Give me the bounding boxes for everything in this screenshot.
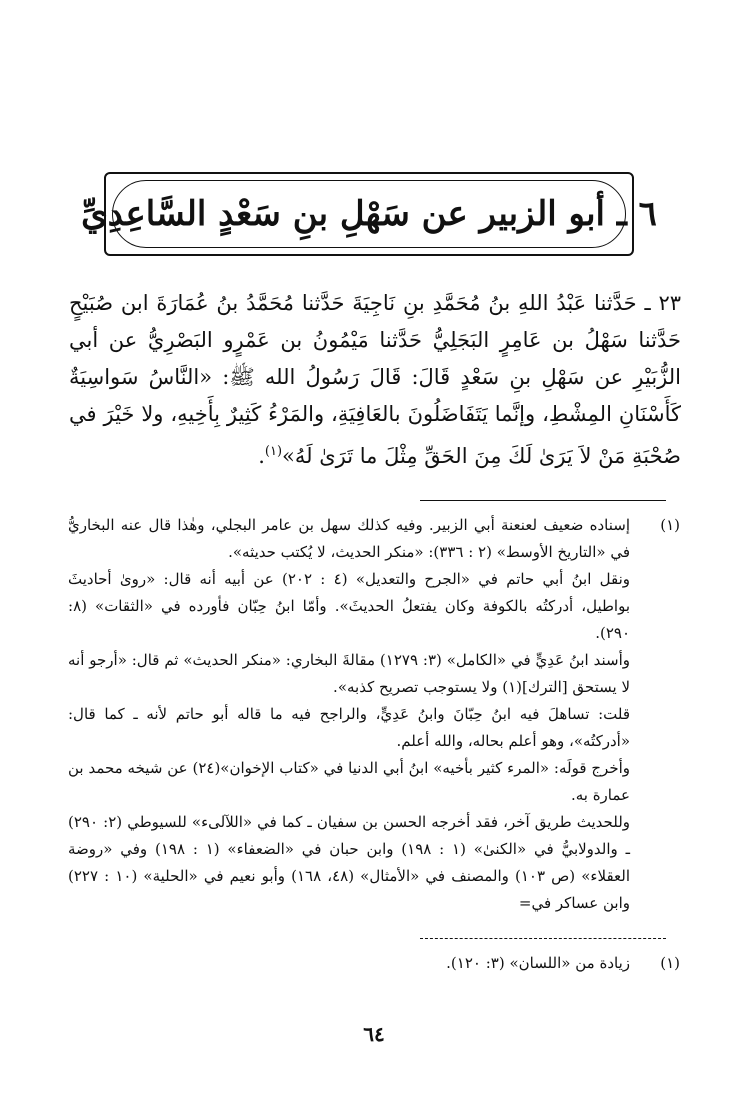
chapter-title: ٦ ـ أبو الزبير عن سَهْلِ بنِ سَعْدٍ السَّاعِدِيِّ xyxy=(81,194,657,234)
chapter-title-frame xyxy=(81,172,657,256)
footnote-separator xyxy=(420,500,666,501)
hadith-text: ٢٣ ـ حَدَّثنا عَبْدُ اللهِ بنُ مُحَمَّدِ بنِ نَاجِيَةَ حَدَّثنا مُحَمَّدُ بنُ عُمَارَةَ ابن صُبَيْحٍ حَدَّثنا سَهْلُ بن عَامِرٍ البَجَلِيُّ حَدَّثنا مَيْمُونُ بن عَمْرٍو البَصْرِيُّ عن أبي الزُّبَيْرِ عن سَهْلِ بنِ سَعْدٍ قَالَ: قَالَ رَسُولُ الله ﷺ: «النَّاسُ سَواسِيَةٌ كَأَسْنَانِ المِشْطِ، وإنَّما يَتَفَاضَلُونَ بالعَافِيَةِ، والمَرْءُ كَثِيرٌ بِأَخِيهِ، ولا خَيْرَ في صُحْبَةِ مَنْ لاَ يَرَىٰ لَكَ مِنَ الحَقِّ مِثْلَ ما تَرَىٰ لَهُ» xyxy=(69,291,681,468)
footnote-paragraph: قلت: تساهلَ فيه ابنُ حِبّانَ وابنُ عَدِيٍّ، والراجح فيه ما قاله أبو حاتم لأنه ـ كما قال: «أدركتُه»، وهو أعلم بحاله، والله أعلم. xyxy=(68,705,630,750)
subnote-block xyxy=(68,950,680,977)
hadith-text-block: ٢٣ ـ حَدَّثنا عَبْدُ اللهِ بنُ مُحَمَّدِ بنِ نَاجِيَةَ حَدَّثنا مُحَمَّدُ بنُ عُمَارَةَ ابن صُبَيْحٍ حَدَّثنا سَهْلُ بن عَامِرٍ البَجَلِيُّ حَدَّثنا مَيْمُونُ بن عَمْرٍو البَصْرِيُّ عن أبي الزُّبَيْرِ عن سَهْلِ بنِ سَعْدٍ قَالَ: قَالَ رَسُولُ الله ﷺ: «النَّاسُ سَواسِيَةٌ كَأَسْنَانِ المِشْطِ، وإنَّما يَتَفَاضَلُونَ بالعَافِيَةِ، والمَرْءُ كَثِيرٌ بِأَخِيهِ، ولا خَيْرَ في صُحْبَةِ مَنْ لاَ يَرَىٰ لَكَ مِنَ الحَقِّ مِثْلَ ما تَرَىٰ لَهُ»$^{(١)}$. xyxy=(69,291,681,468)
footnote-paragraph: ونقل ابنُ أبي حاتم في «الجرح والتعديل» (٤ : ٢٠٢) عن أبيه أنه قال: «روىٰ أحاديثَ بواطيل، أدركتُه بالكوفة وكان يفتعلُ الحديثَ». وأمّا ابنُ حِبّان فأورده في «الثقات» (٨: ٢٩٠). xyxy=(68,570,630,642)
footnote-item xyxy=(68,512,680,917)
footnote-paragraph: وأخرج قولَه: «المرء كثير بأخيه» ابنُ أبي الدنيا في «كتاب الإخوان»(٢٤) عن شيخه محمد بن عمارة به. xyxy=(68,759,630,804)
footnote-paragraph: وللحديث طريق آخر، فقد أخرجه الحسن بن سفيان ـ كما في «اللآلىء» للسيوطي (٢: ٢٩٠) ـ والدولابيُّ في «الكنىٰ» (١ : ١٩٨) وابن حبان في «الضعفاء» (١ : ١٩٨) وفي «روضة العقلاء» (ص ١٠٣) والمصنف في «الأمثال» (٤٨، ١٦٨) وأبو نعيم في «الحلية» (١٠ : ٢٢٧) وابن عساكر في= xyxy=(68,813,631,912)
subnote-number: (١) xyxy=(660,954,680,972)
footnote-number: (١) xyxy=(660,516,680,534)
footnotes-block xyxy=(68,512,680,917)
subnote-separator xyxy=(420,938,666,939)
footnote-body xyxy=(68,512,630,917)
footnote-paragraph: وأسند ابنُ عَدِيٍّ في «الكامل» (٣: ١٢٧٩) مقالةَ البخاري: «منكر الحديث» ثم قال: «أرجو أنه لا يستحق [الترك](١) ولا يستوجب تصريح كذبه». xyxy=(68,651,630,696)
hadith-footnote-ref: (١) xyxy=(264,444,283,459)
subnote-text: زيادة من «اللسان» (٣: ١٢٠). xyxy=(446,954,630,972)
page-number: ٦٤ xyxy=(363,1022,385,1046)
footnote-paragraph: إسناده ضعيف لعنعنة أبي الزبير. وفيه كذلك سهل بن عامر البجلي، وهٰذا قال عنه البخاريُّ في «التاريخ الأوسط» (٢ : ٣٣٦): «منكر الحديث، لا يُكتب حديثه». xyxy=(68,516,630,561)
chapter-title-cartouche xyxy=(81,180,657,248)
